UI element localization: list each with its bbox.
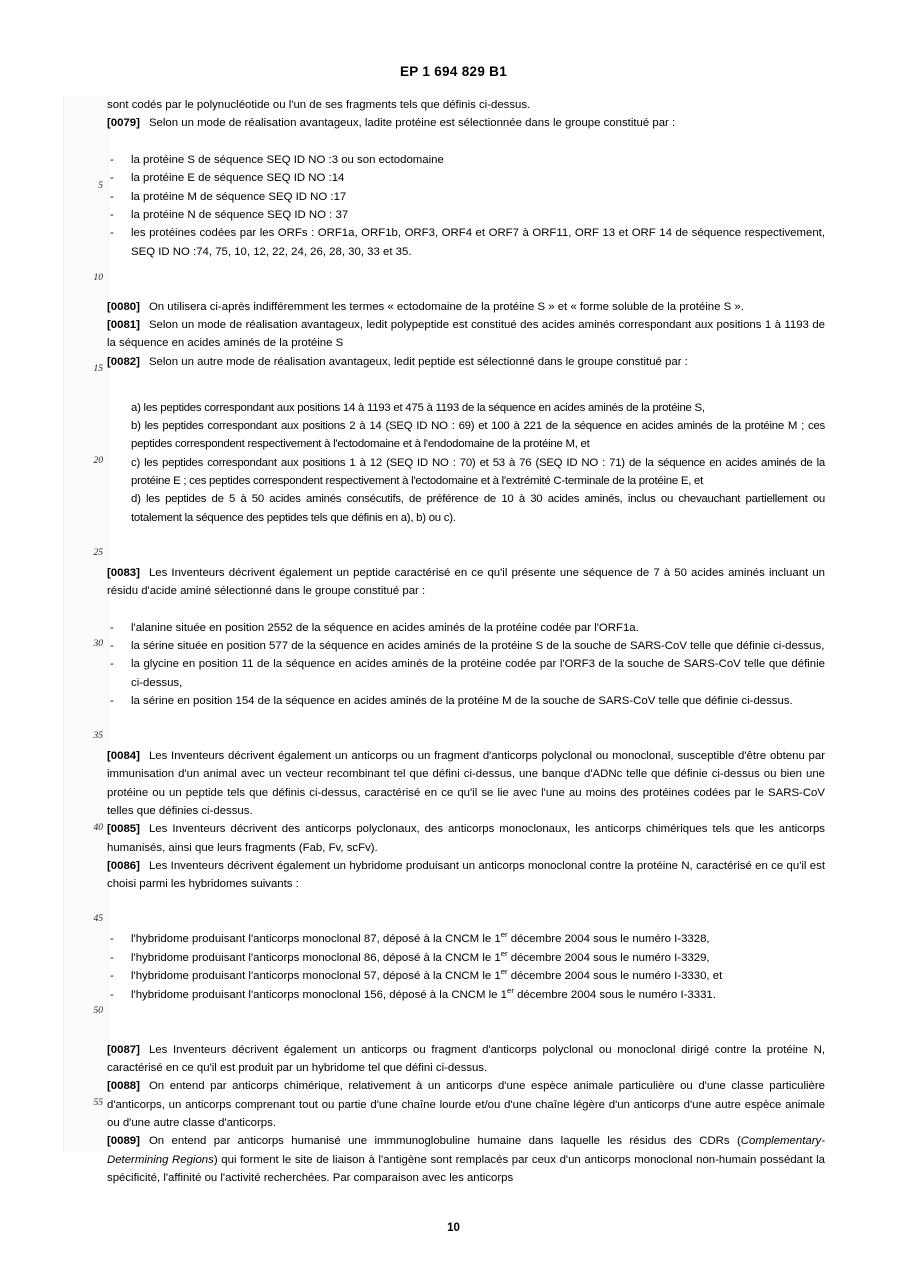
paragraph-number: [0089] bbox=[107, 1135, 140, 1148]
paragraph-0086 bbox=[107, 857, 825, 894]
list-item-label: l'alanine située en position 2552 de la séquence en acides aminés de la protéine codée par l'ORF1a. bbox=[131, 621, 639, 634]
italic-term: Complementary-Determining Regions bbox=[107, 1135, 825, 1166]
paragraph-text: Selon un mode de réalisation avantageux, ladite protéine est sélectionnée dans le groupe constitué par : bbox=[148, 117, 676, 130]
list-item-label: l'hybridome produisant l'anticorps monoclonal 87, déposé à la CNCM le 1er décembre 2004 sous le numéro I-3328, bbox=[131, 930, 710, 946]
page-title: EP 1 694 829 B1 bbox=[399, 64, 508, 79]
spacer bbox=[107, 600, 825, 618]
paragraph-0081 bbox=[107, 316, 825, 353]
list-item bbox=[107, 967, 825, 985]
dash-icon: - bbox=[110, 227, 114, 240]
paragraph-text: Les Inventeurs décrivent également un anticorps ou fragment d'anticorps polyclonal ou monoclonal dirigé contre la protéine N, caractérisé en ce qu'il est produit par un hybridome tel que défini ci-dessus. bbox=[107, 1043, 825, 1074]
amino-acid-list bbox=[107, 619, 825, 711]
list-item bbox=[107, 930, 825, 948]
line-number: 10 bbox=[93, 273, 103, 283]
ordinal-suffix: er bbox=[507, 985, 514, 995]
spacer bbox=[107, 371, 825, 389]
ordinal-suffix: er bbox=[500, 949, 508, 959]
list-item bbox=[107, 206, 825, 224]
paragraph-number: [0085] bbox=[107, 823, 140, 836]
list-item: b) les peptides correspondant aux positions 2 à 14 (SEQ ID NO : 69) et 100 à 221 de la séquence en acides aminés de la protéine M ; ces peptides correspondent respectivement à l'ectodomaine et à l'endodomaine de la protéine M, et bbox=[131, 419, 825, 451]
list-item bbox=[107, 986, 825, 1004]
list-item-label: l'hybridome produisant l'anticorps monoclonal 156, déposé à la CNCM le 1er décembre 2004 sous le numéro I-3331. bbox=[131, 985, 716, 1001]
line-number: 55 bbox=[93, 1098, 103, 1108]
list-item: a) les peptides correspondant aux positions 14 à 1193 et 475 à 1193 de la séquence en acides aminés de la protéine S, bbox=[131, 401, 705, 414]
paragraph-0089 bbox=[107, 1132, 825, 1187]
hybridoma-list bbox=[107, 930, 825, 1003]
dash-icon: - bbox=[110, 639, 114, 652]
list-item bbox=[107, 619, 825, 637]
list-item bbox=[107, 692, 825, 710]
line-number: 45 bbox=[93, 914, 103, 924]
list-item-label: l'hybridome produisant l'anticorps monoclonal 57, déposé à la CNCM le 1er décembre 2004 sous le numéro I-3330, et bbox=[131, 967, 723, 983]
paragraph-0087 bbox=[107, 1041, 825, 1078]
spacer bbox=[107, 390, 825, 399]
paragraph-text-after: ) qui forment le site de liaison à l'antigène sont remplacés par ceux d'un anticorps monoclonal non-humain possédant la spécificité, l'affinité ou l'activité recherchées. Par comparaison avec les anticorps bbox=[107, 1153, 825, 1184]
protein-list bbox=[107, 151, 825, 261]
paragraph-0080 bbox=[107, 298, 825, 316]
paragraph-number: [0084] bbox=[107, 750, 140, 763]
list-item-label: la glycine en position 11 de la séquence en acides aminés de la protéine codée par l'ORF3 de la souche de SARS-CoV telle que définie ci-dessus, bbox=[131, 658, 825, 689]
paragraph-number: [0082] bbox=[107, 355, 140, 368]
spacer bbox=[107, 1022, 825, 1040]
line-number: 25 bbox=[93, 548, 103, 558]
spacer bbox=[107, 133, 825, 151]
document-body bbox=[107, 96, 825, 1187]
peptide-list bbox=[107, 399, 825, 527]
list-item: d) les peptides de 5 à 50 acides aminés consécutifs, de préférence de 10 à 30 acides aminés, inclus ou chevauchant partiellement ou totalement la séquence des peptides tels que définis en a), b) ou c). bbox=[131, 493, 825, 524]
paragraph-number: [0080] bbox=[107, 300, 140, 313]
paragraph-text: Les Inventeurs décrivent également un peptide caractérisé en ce qu'il présente une séquence de 7 à 50 acides aminés incluant un résidu d'acide aminé sélectionné dans le groupe constitué par : bbox=[107, 566, 825, 597]
paragraph-number: [0083] bbox=[107, 566, 140, 579]
list-item-label: les protéines codées par les ORFs : ORF1a, ORF1b, ORF3, ORF4 et ORF7 à ORF11, ORF 13 et ORF 14 de séquence respectivement, SEQ ID NO :74, 75, 10, 12, 22, 24, 26, 28, 30, 33 et 35. bbox=[131, 227, 825, 258]
list-item bbox=[107, 169, 825, 187]
paragraph-number: [0087] bbox=[107, 1043, 140, 1056]
spacer bbox=[107, 545, 825, 563]
paragraph-number: [0086] bbox=[107, 860, 140, 873]
paragraph-number: [0081] bbox=[107, 319, 140, 332]
spacer bbox=[107, 261, 825, 279]
spacer bbox=[107, 894, 825, 912]
paragraph-text: Les Inventeurs décrivent également un hybridome produisant un anticorps monoclonal contre la protéine N, caractérisé en ce qu'il est choisi parmi les hybridomes suivants : bbox=[107, 860, 825, 891]
paragraph-0084 bbox=[107, 747, 825, 820]
list-item bbox=[107, 949, 825, 967]
line-number: 15 bbox=[93, 364, 103, 374]
dash-icon: - bbox=[110, 154, 114, 167]
dash-icon: - bbox=[110, 933, 114, 946]
line-number: 35 bbox=[93, 731, 103, 741]
paragraph-0085 bbox=[107, 820, 825, 857]
dash-icon: - bbox=[110, 621, 114, 634]
paragraph-text: Les Inventeurs décrivent des anticorps polyclonaux, des anticorps monoclonaux, les anticorps chimériques tels que les anticorps humanisés, ainsi que leurs fragments (Fab, Fv, scFv). bbox=[107, 823, 825, 854]
list-item-label: la protéine S de séquence SEQ ID NO :3 ou son ectodomaine bbox=[131, 154, 444, 167]
list-item-label: l'hybridome produisant l'anticorps monoclonal 86, déposé à la CNCM le 1er décembre 2004 sous le numéro I-3329, bbox=[131, 949, 710, 964]
dash-icon: - bbox=[110, 988, 114, 1001]
paragraph-text: Selon un autre mode de réalisation avantageux, ledit peptide est sélectionné dans le groupe constitué par : bbox=[148, 355, 688, 368]
list-item-label: la protéine N de séquence SEQ ID NO : 37 bbox=[131, 209, 349, 222]
ordinal-suffix: er bbox=[500, 930, 508, 940]
list-item: c) les peptides correspondant aux positions 1 à 12 (SEQ ID NO : 70) et 53 à 76 (SEQ ID NO : 71) de la séquence en acides aminés de la protéine E ; ces peptides correspondent respectivement à l'ectodomaine et à l'extrémité C-terminale de la protéine E, et bbox=[131, 456, 825, 487]
spacer bbox=[107, 710, 825, 728]
line-number-column bbox=[63, 96, 103, 1156]
line-number: 50 bbox=[93, 1006, 103, 1016]
list-item-label: la sérine en position 154 de la séquence en acides aminés de la protéine M de la souche de SARS-CoV telle que définie ci-dessus. bbox=[131, 695, 793, 707]
paragraph-number: [0079] bbox=[107, 117, 140, 130]
paragraph-0079 bbox=[107, 114, 825, 132]
dash-icon: - bbox=[110, 695, 114, 707]
line-number: 30 bbox=[93, 639, 103, 649]
dash-icon: - bbox=[110, 209, 114, 222]
line-number: 5 bbox=[98, 181, 103, 191]
list-item bbox=[107, 188, 825, 206]
paragraph-text: On utilisera ci-après indifféremment les termes « ectodomaine de la protéine S » et « forme soluble de la protéine S ». bbox=[148, 300, 744, 313]
paragraph-number: [0088] bbox=[107, 1080, 140, 1093]
spacer bbox=[107, 527, 825, 545]
intro-paragraph: sont codés par le polynucléotide ou l'un de ses fragments tels que définis ci-dessus. bbox=[107, 99, 531, 111]
line-number: 40 bbox=[93, 823, 103, 833]
paragraph-0082 bbox=[107, 353, 825, 371]
spacer bbox=[107, 1004, 825, 1022]
list-item-label: la sérine située en position 577 de la séquence en acides aminés de la protéine S de la souche de SARS-CoV telle que définie ci-dessus, bbox=[131, 639, 825, 652]
list-item bbox=[107, 224, 825, 261]
list-item-label: la protéine M de séquence SEQ ID NO :17 bbox=[131, 190, 347, 203]
spacer bbox=[107, 729, 825, 747]
dash-icon: - bbox=[110, 172, 114, 185]
paragraph-text: On entend par anticorps chimérique, relativement à un anticorps d'une espèce animale particulière ou d'une classe particulière d'anticorps, un anticorps comprenant tout ou partie d'une chaîne lourde et/ou d'une chaîne légère d'un anticorps d'une autre espèce animale ou d'une autre classe d'anticorps. bbox=[107, 1080, 825, 1129]
paragraph-0088 bbox=[107, 1077, 825, 1132]
list-item-label: la protéine E de séquence SEQ ID NO :14 bbox=[131, 172, 345, 185]
spacer bbox=[107, 279, 825, 297]
paragraph-text: Les Inventeurs décrivent également un anticorps ou un fragment d'anticorps polyclonal ou monoclonal, susceptible d'être obtenu par immunisation d'un animal avec un vecteur recombinant tel que défini ci-dessus, une banque d'ADNc telle que définie ci-dessus ou bien une protéine ou un peptide tels que définis ci-dessus, caractérisé en ce qu'il se lie avec l'une au moins des protéines codées par le SARS-CoV telles que définies ci-dessus. bbox=[107, 750, 825, 818]
paragraph-text-before: On entend par anticorps humanisé une immmunoglobuline humaine dans laquelle les résidus des CDRs ( bbox=[148, 1135, 741, 1148]
list-item bbox=[107, 637, 825, 655]
dash-icon: - bbox=[110, 190, 114, 203]
spacer bbox=[107, 912, 825, 930]
dash-icon: - bbox=[110, 970, 114, 983]
page-footer-number: 10 bbox=[447, 1222, 460, 1234]
line-number: 20 bbox=[93, 456, 103, 466]
paragraph-text: Selon un mode de réalisation avantageux, ledit polypeptide est constitué des acides aminés correspondant aux positions 1 à 1193 de la séquence en acides aminés de la protéine S bbox=[107, 319, 825, 350]
paragraph-0083 bbox=[107, 564, 825, 601]
list-item bbox=[107, 151, 825, 169]
ordinal-suffix: er bbox=[500, 967, 508, 977]
dash-icon: - bbox=[110, 658, 114, 671]
dash-icon: - bbox=[110, 951, 114, 964]
list-item bbox=[107, 655, 825, 692]
